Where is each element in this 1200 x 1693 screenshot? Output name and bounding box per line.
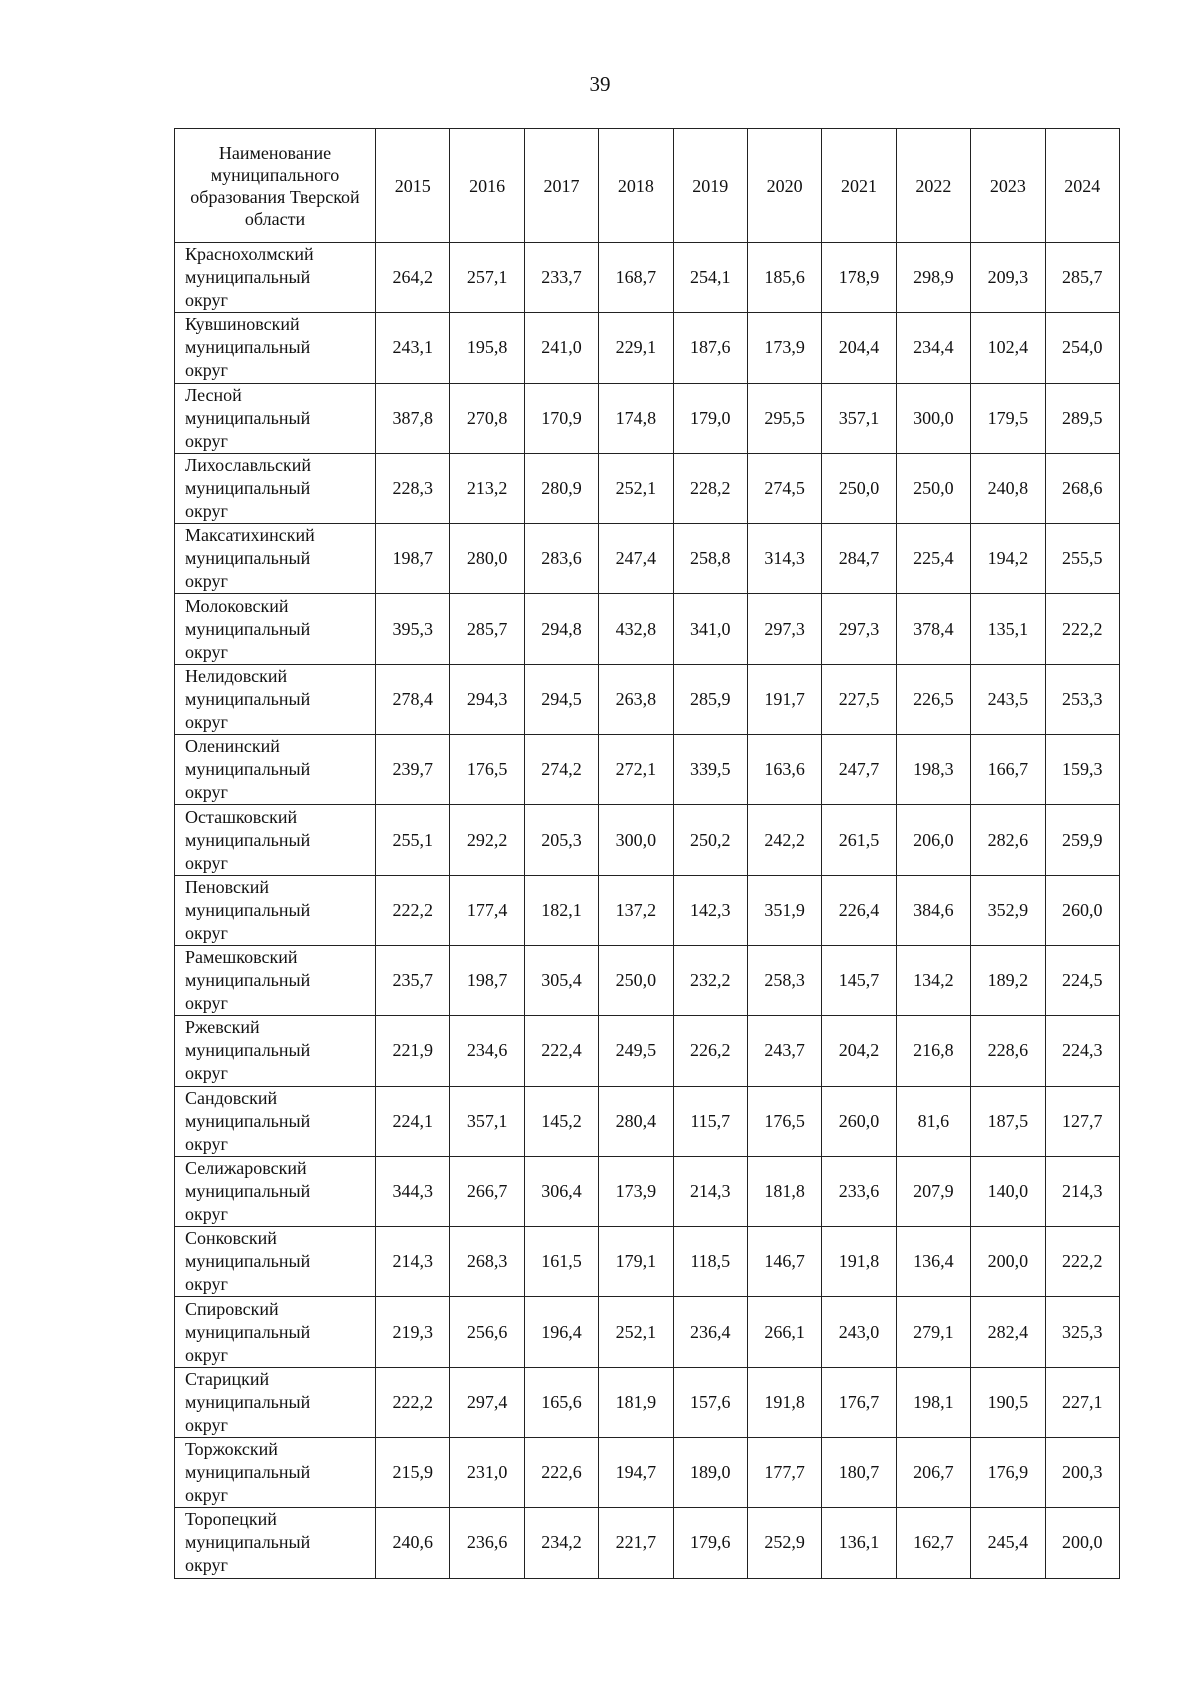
value-cell: 159,3: [1045, 735, 1119, 805]
table-row: [175, 1367, 1120, 1437]
value-cell: 228,6: [971, 1016, 1045, 1086]
municipality-name: Старицкий муниципальный округ: [175, 1367, 376, 1437]
value-cell: 221,7: [599, 1508, 673, 1578]
value-cell: 280,0: [450, 524, 524, 594]
value-cell: 235,7: [376, 945, 450, 1015]
value-cell: 222,2: [1045, 594, 1119, 664]
header-row: [175, 129, 1120, 243]
value-cell: 294,3: [450, 664, 524, 734]
value-cell: 241,0: [524, 313, 598, 383]
year-header: 2017: [524, 129, 598, 243]
table-row: [175, 1016, 1120, 1086]
data-table: [174, 128, 1120, 1579]
value-cell: 274,5: [747, 453, 821, 523]
value-cell: 249,5: [599, 1016, 673, 1086]
value-cell: 182,1: [524, 875, 598, 945]
value-cell: 185,6: [747, 243, 821, 313]
value-cell: 297,3: [822, 594, 896, 664]
value-cell: 289,5: [1045, 383, 1119, 453]
value-cell: 228,2: [673, 453, 747, 523]
value-cell: 224,5: [1045, 945, 1119, 1015]
municipality-name: Осташковский муниципальный округ: [175, 805, 376, 875]
page-number: 39: [589, 72, 611, 96]
value-cell: 214,3: [1045, 1156, 1119, 1226]
value-cell: 225,4: [896, 524, 970, 594]
municipality-name: Рамешковский муниципальный округ: [175, 945, 376, 1015]
value-cell: 198,7: [450, 945, 524, 1015]
value-cell: 260,0: [822, 1086, 896, 1156]
value-cell: 187,5: [971, 1086, 1045, 1156]
value-cell: 292,2: [450, 805, 524, 875]
municipality-name: Нелидовский муниципальный округ: [175, 664, 376, 734]
value-cell: 254,1: [673, 243, 747, 313]
value-cell: 357,1: [822, 383, 896, 453]
table-row: [175, 945, 1120, 1015]
value-cell: 247,7: [822, 735, 896, 805]
value-cell: 285,7: [1045, 243, 1119, 313]
table-row: [175, 1438, 1120, 1508]
value-cell: 207,9: [896, 1156, 970, 1226]
value-cell: 285,7: [450, 594, 524, 664]
value-cell: 236,6: [450, 1508, 524, 1578]
value-cell: 247,4: [599, 524, 673, 594]
table-row: [175, 805, 1120, 875]
value-cell: 134,2: [896, 945, 970, 1015]
value-cell: 256,6: [450, 1297, 524, 1367]
table-row: [175, 1297, 1120, 1367]
municipality-name: Селижаровский муниципальный округ: [175, 1156, 376, 1226]
value-cell: 243,7: [747, 1016, 821, 1086]
value-cell: 204,4: [822, 313, 896, 383]
value-cell: 198,1: [896, 1367, 970, 1437]
value-cell: 274,2: [524, 735, 598, 805]
year-header: 2016: [450, 129, 524, 243]
value-cell: 200,0: [971, 1227, 1045, 1297]
value-cell: 145,7: [822, 945, 896, 1015]
value-cell: 191,8: [747, 1367, 821, 1437]
municipality-name: Максатихинский муниципальный округ: [175, 524, 376, 594]
value-cell: 222,2: [376, 1367, 450, 1437]
value-cell: 357,1: [450, 1086, 524, 1156]
value-cell: 213,2: [450, 453, 524, 523]
municipality-name: Торжокский муниципальный округ: [175, 1438, 376, 1508]
table-row: [175, 524, 1120, 594]
value-cell: 305,4: [524, 945, 598, 1015]
value-cell: 282,6: [971, 805, 1045, 875]
value-cell: 264,2: [376, 243, 450, 313]
table-row: [175, 383, 1120, 453]
value-cell: 204,2: [822, 1016, 896, 1086]
year-header: 2021: [822, 129, 896, 243]
value-cell: 168,7: [599, 243, 673, 313]
value-cell: 432,8: [599, 594, 673, 664]
value-cell: 240,6: [376, 1508, 450, 1578]
value-cell: 255,5: [1045, 524, 1119, 594]
value-cell: 222,6: [524, 1438, 598, 1508]
value-cell: 232,2: [673, 945, 747, 1015]
value-cell: 224,1: [376, 1086, 450, 1156]
value-cell: 250,0: [599, 945, 673, 1015]
value-cell: 221,9: [376, 1016, 450, 1086]
table-row: [175, 1156, 1120, 1226]
value-cell: 270,8: [450, 383, 524, 453]
value-cell: 227,5: [822, 664, 896, 734]
municipality-name: Ржевский муниципальный округ: [175, 1016, 376, 1086]
value-cell: 187,6: [673, 313, 747, 383]
value-cell: 325,3: [1045, 1297, 1119, 1367]
value-cell: 294,5: [524, 664, 598, 734]
value-cell: 194,7: [599, 1438, 673, 1508]
value-cell: 252,1: [599, 1297, 673, 1367]
value-cell: 250,0: [822, 453, 896, 523]
value-cell: 240,8: [971, 453, 1045, 523]
value-cell: 297,4: [450, 1367, 524, 1437]
value-cell: 146,7: [747, 1227, 821, 1297]
value-cell: 258,3: [747, 945, 821, 1015]
value-cell: 194,2: [971, 524, 1045, 594]
value-cell: 216,8: [896, 1016, 970, 1086]
value-cell: 170,9: [524, 383, 598, 453]
municipality-name: Лесной муниципальный округ: [175, 383, 376, 453]
value-cell: 163,6: [747, 735, 821, 805]
value-cell: 257,1: [450, 243, 524, 313]
value-cell: 181,8: [747, 1156, 821, 1226]
value-cell: 261,5: [822, 805, 896, 875]
table-row: [175, 594, 1120, 664]
value-cell: 206,0: [896, 805, 970, 875]
value-cell: 226,2: [673, 1016, 747, 1086]
value-cell: 181,9: [599, 1367, 673, 1437]
value-cell: 222,2: [1045, 1227, 1119, 1297]
value-cell: 300,0: [599, 805, 673, 875]
value-cell: 174,8: [599, 383, 673, 453]
year-header: 2023: [971, 129, 1045, 243]
value-cell: 222,2: [376, 875, 450, 945]
value-cell: 115,7: [673, 1086, 747, 1156]
value-cell: 145,2: [524, 1086, 598, 1156]
value-cell: 236,4: [673, 1297, 747, 1367]
value-cell: 242,2: [747, 805, 821, 875]
value-cell: 284,7: [822, 524, 896, 594]
value-cell: 278,4: [376, 664, 450, 734]
value-cell: 351,9: [747, 875, 821, 945]
municipality-name: Торопецкий муниципальный округ: [175, 1508, 376, 1578]
value-cell: 231,0: [450, 1438, 524, 1508]
value-cell: 314,3: [747, 524, 821, 594]
value-cell: 180,7: [822, 1438, 896, 1508]
value-cell: 260,0: [1045, 875, 1119, 945]
value-cell: 339,5: [673, 735, 747, 805]
value-cell: 140,0: [971, 1156, 1045, 1226]
value-cell: 166,7: [971, 735, 1045, 805]
table-row: [175, 664, 1120, 734]
value-cell: 395,3: [376, 594, 450, 664]
value-cell: 222,4: [524, 1016, 598, 1086]
value-cell: 258,8: [673, 524, 747, 594]
value-cell: 234,2: [524, 1508, 598, 1578]
value-cell: 268,3: [450, 1227, 524, 1297]
municipality-name: Молоковский муниципальный округ: [175, 594, 376, 664]
year-header: 2020: [747, 129, 821, 243]
value-cell: 205,3: [524, 805, 598, 875]
value-cell: 253,3: [1045, 664, 1119, 734]
value-cell: 136,4: [896, 1227, 970, 1297]
value-cell: 306,4: [524, 1156, 598, 1226]
value-cell: 387,8: [376, 383, 450, 453]
value-cell: 209,3: [971, 243, 1045, 313]
value-cell: 266,7: [450, 1156, 524, 1226]
value-cell: 179,1: [599, 1227, 673, 1297]
value-cell: 177,4: [450, 875, 524, 945]
value-cell: 173,9: [599, 1156, 673, 1226]
value-cell: 173,9: [747, 313, 821, 383]
table-row: [175, 453, 1120, 523]
value-cell: 285,9: [673, 664, 747, 734]
value-cell: 189,2: [971, 945, 1045, 1015]
value-cell: 252,9: [747, 1508, 821, 1578]
value-cell: 191,8: [822, 1227, 896, 1297]
value-cell: 266,1: [747, 1297, 821, 1367]
value-cell: 254,0: [1045, 313, 1119, 383]
value-cell: 341,0: [673, 594, 747, 664]
table-row: [175, 875, 1120, 945]
value-cell: 224,3: [1045, 1016, 1119, 1086]
value-cell: 190,5: [971, 1367, 1045, 1437]
value-cell: 196,4: [524, 1297, 598, 1367]
value-cell: 245,4: [971, 1508, 1045, 1578]
value-cell: 233,7: [524, 243, 598, 313]
value-cell: 283,6: [524, 524, 598, 594]
value-cell: 252,1: [599, 453, 673, 523]
value-cell: 178,9: [822, 243, 896, 313]
value-cell: 206,7: [896, 1438, 970, 1508]
value-cell: 127,7: [1045, 1086, 1119, 1156]
value-cell: 198,7: [376, 524, 450, 594]
value-cell: 215,9: [376, 1438, 450, 1508]
value-cell: 198,3: [896, 735, 970, 805]
name-column-header: Наименование муниципального образования Тверской области: [175, 129, 376, 243]
year-header: 2022: [896, 129, 970, 243]
value-cell: 179,5: [971, 383, 1045, 453]
value-cell: 280,9: [524, 453, 598, 523]
municipality-name: Лихославльский муниципальный округ: [175, 453, 376, 523]
table-body: [175, 243, 1120, 1579]
value-cell: 81,6: [896, 1086, 970, 1156]
value-cell: 259,9: [1045, 805, 1119, 875]
value-cell: 226,5: [896, 664, 970, 734]
year-header: 2019: [673, 129, 747, 243]
table-row: [175, 1508, 1120, 1578]
value-cell: 268,6: [1045, 453, 1119, 523]
value-cell: 179,6: [673, 1508, 747, 1578]
value-cell: 233,6: [822, 1156, 896, 1226]
value-cell: 255,1: [376, 805, 450, 875]
value-cell: 179,0: [673, 383, 747, 453]
value-cell: 243,1: [376, 313, 450, 383]
value-cell: 272,1: [599, 735, 673, 805]
value-cell: 195,8: [450, 313, 524, 383]
value-cell: 294,8: [524, 594, 598, 664]
value-cell: 157,6: [673, 1367, 747, 1437]
value-cell: 118,5: [673, 1227, 747, 1297]
municipality-name: Сонковский муниципальный округ: [175, 1227, 376, 1297]
value-cell: 297,3: [747, 594, 821, 664]
value-cell: 191,7: [747, 664, 821, 734]
year-header: 2024: [1045, 129, 1119, 243]
value-cell: 176,9: [971, 1438, 1045, 1508]
value-cell: 214,3: [376, 1227, 450, 1297]
table-row: [175, 313, 1120, 383]
value-cell: 137,2: [599, 875, 673, 945]
table-row: [175, 1086, 1120, 1156]
value-cell: 214,3: [673, 1156, 747, 1226]
value-cell: 280,4: [599, 1086, 673, 1156]
value-cell: 176,7: [822, 1367, 896, 1437]
value-cell: 227,1: [1045, 1367, 1119, 1437]
value-cell: 229,1: [599, 313, 673, 383]
year-header: 2015: [376, 129, 450, 243]
value-cell: 239,7: [376, 735, 450, 805]
value-cell: 228,3: [376, 453, 450, 523]
value-cell: 176,5: [747, 1086, 821, 1156]
value-cell: 263,8: [599, 664, 673, 734]
value-cell: 282,4: [971, 1297, 1045, 1367]
value-cell: 250,2: [673, 805, 747, 875]
municipality-name: Кувшиновский муниципальный округ: [175, 313, 376, 383]
municipality-name: Оленинский муниципальный округ: [175, 735, 376, 805]
value-cell: 279,1: [896, 1297, 970, 1367]
municipality-name: Сандовский муниципальный округ: [175, 1086, 376, 1156]
value-cell: 177,7: [747, 1438, 821, 1508]
value-cell: 234,4: [896, 313, 970, 383]
value-cell: 295,5: [747, 383, 821, 453]
municipality-name: Спировский муниципальный округ: [175, 1297, 376, 1367]
year-header: 2018: [599, 129, 673, 243]
table-row: [175, 735, 1120, 805]
municipality-name: Пеновский муниципальный округ: [175, 875, 376, 945]
value-cell: 352,9: [971, 875, 1045, 945]
municipality-name: Краснохолмский муниципальный округ: [175, 243, 376, 313]
value-cell: 298,9: [896, 243, 970, 313]
value-cell: 165,6: [524, 1367, 598, 1437]
value-cell: 234,6: [450, 1016, 524, 1086]
table-row: [175, 243, 1120, 313]
value-cell: 200,0: [1045, 1508, 1119, 1578]
value-cell: 161,5: [524, 1227, 598, 1297]
value-cell: 189,0: [673, 1438, 747, 1508]
value-cell: 102,4: [971, 313, 1045, 383]
value-cell: 162,7: [896, 1508, 970, 1578]
value-cell: 344,3: [376, 1156, 450, 1226]
value-cell: 378,4: [896, 594, 970, 664]
value-cell: 243,0: [822, 1297, 896, 1367]
value-cell: 219,3: [376, 1297, 450, 1367]
value-cell: 142,3: [673, 875, 747, 945]
value-cell: 135,1: [971, 594, 1045, 664]
value-cell: 226,4: [822, 875, 896, 945]
table-row: [175, 1227, 1120, 1297]
value-cell: 300,0: [896, 383, 970, 453]
value-cell: 176,5: [450, 735, 524, 805]
value-cell: 243,5: [971, 664, 1045, 734]
value-cell: 250,0: [896, 453, 970, 523]
value-cell: 200,3: [1045, 1438, 1119, 1508]
value-cell: 136,1: [822, 1508, 896, 1578]
value-cell: 384,6: [896, 875, 970, 945]
